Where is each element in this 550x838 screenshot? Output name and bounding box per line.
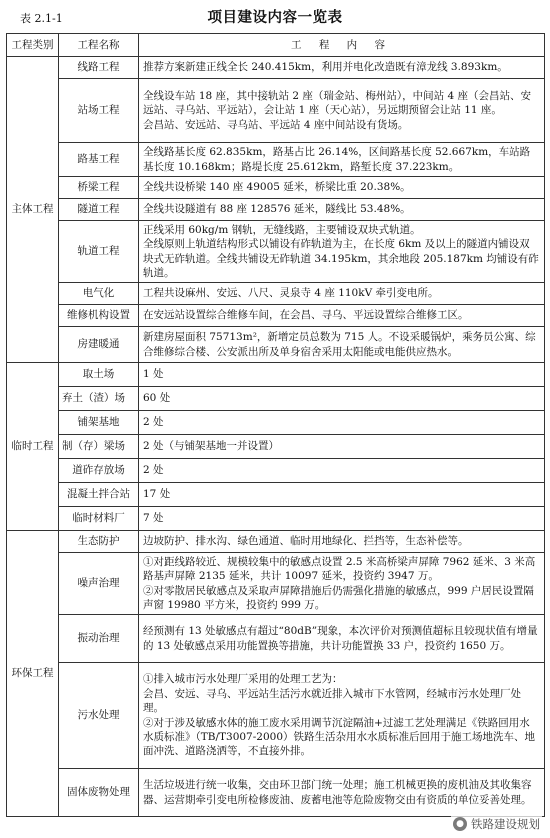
project-content — [139, 221, 545, 283]
table-row — [7, 483, 545, 507]
project-content — [139, 327, 545, 363]
table-row — [7, 363, 545, 387]
category-cell: 主体工程 — [7, 57, 59, 363]
project-content — [139, 663, 545, 769]
project-name: 维修机构设置 — [59, 305, 139, 327]
project-content — [139, 507, 545, 531]
table-row — [7, 387, 545, 411]
watermark — [451, 816, 542, 832]
project-content — [139, 459, 545, 483]
project-name: 生态防护 — [59, 531, 139, 553]
wechat-icon: ● — [453, 817, 467, 831]
project-name: 取土场 — [59, 363, 139, 387]
project-name: 临时材料厂 — [59, 507, 139, 531]
table-row — [7, 327, 545, 363]
content-line: 2 处（与铺架基地一并设置） — [143, 440, 280, 453]
content-line: 正线采用 60kg/m 钢轨，无缝线路，主要铺设双块式轨道。 — [143, 223, 421, 236]
project-name: 污水处理 — [59, 663, 139, 769]
project-content — [139, 553, 545, 615]
project-name: 站场工程 — [59, 79, 139, 143]
project-name: 隧道工程 — [59, 199, 139, 221]
project-content — [139, 435, 545, 459]
table-row — [7, 411, 545, 435]
table-title: 项目建设内容一览表 — [207, 10, 343, 26]
project-name: 振动治理 — [59, 615, 139, 663]
content-line: 7 处 — [143, 512, 164, 525]
content-line: 全线共设桥梁 140 座 49005 延米，桥梁比重 20.38%。 — [143, 181, 411, 194]
content-line: 边坡防护、排水沟、绿色通道、临时用地绿化、拦挡等，生态补偿等。 — [143, 535, 469, 548]
project-name: 固体废物处理 — [59, 769, 139, 817]
project-content — [139, 177, 545, 199]
table-row — [7, 507, 545, 531]
content-line: 全线路基长度 62.835km，路基占比 26.14%，区间路基长度 52.667km，车站路基长度 10.168km；路堤长度 25.612km，路堑长度 37.223km。 — [143, 146, 531, 173]
table-row — [7, 459, 545, 483]
project-content — [139, 305, 545, 327]
table-row — [7, 283, 545, 305]
project-name: 电气化 — [59, 283, 139, 305]
project-name: 制（存）梁场 — [59, 435, 139, 459]
table-row — [7, 615, 545, 663]
table-row — [7, 57, 545, 79]
project-content — [139, 199, 545, 221]
content-line: 新建房屋面积 75713m²，新增定员总数为 715 人。不设采暖锅炉，乘务员公寓、综合维修综合楼、公安派出所及单身宿舍采用太阳能或电能供应热水。 — [143, 331, 536, 358]
project-name: 道砟存放场 — [59, 459, 139, 483]
project-name: 线路工程 — [59, 57, 139, 79]
content-line: ①排入城市污水处理厂采用的处理工艺为： — [143, 673, 343, 686]
table-row — [7, 553, 545, 615]
project-content — [139, 143, 545, 177]
content-line: 60 处 — [143, 392, 171, 405]
content-line: 生活垃圾进行统一收集，交由环卫部门统一处理；施工机械更换的废机油及其收集容器、运营期牵引变电所检修废油、废蓄电池等危险废物交由有资质的单位妥善处理。 — [143, 779, 532, 806]
project-name: 轨道工程 — [59, 221, 139, 283]
table-caption — [0, 0, 550, 30]
project-content-table — [6, 33, 545, 817]
header-row — [7, 34, 545, 57]
table-row — [7, 79, 545, 143]
content-line: 工程共设麻州、安远、八尺、灵泉寺 4 座 110kV 牵引变电所。 — [143, 287, 439, 300]
project-content — [139, 483, 545, 507]
project-content — [139, 363, 545, 387]
content-line: 经预测有 13 处敏感点有超过“80dB”现象，本次评价对预测值超标且较现状值有增量的 13 处敏感点采用功能置换等措施，共计功能置换 33 户，投资约 1650 万。 — [143, 625, 538, 652]
content-line: ②对零散居民敏感点及采取声屏障措施后仍需强化措施的敏感点，999 户居民设置隔声窗 19980 平方米，投资约 999 万。 — [143, 584, 534, 611]
header-category: 工程类别 — [7, 34, 59, 57]
table-row — [7, 305, 545, 327]
content-line: 全线原则上轨道结构形式以铺设有砟轨道为主，在长度 6km 及以上的隧道内铺设双块式无砟轨道。全线共铺设无砟轨道 34.195km，其余地段 205.187km 均铺设有砟轨道。 — [143, 238, 539, 279]
table-row — [7, 769, 545, 817]
project-content — [139, 411, 545, 435]
project-content — [139, 769, 545, 817]
project-content — [139, 57, 545, 79]
header-name: 工程名称 — [59, 34, 139, 57]
content-line: 全线共设隧道有 88 座 128576 延米，隧线比 53.48%。 — [143, 203, 411, 216]
category-cell: 临时工程 — [7, 363, 59, 531]
table-row — [7, 177, 545, 199]
project-name: 噪声治理 — [59, 553, 139, 615]
table-row — [7, 221, 545, 283]
table-row — [7, 435, 545, 459]
project-content — [139, 283, 545, 305]
watermark-text: 铁路建设规划 — [471, 817, 540, 831]
category-cell: 环保工程 — [7, 531, 59, 817]
project-content — [139, 531, 545, 553]
table-row — [7, 199, 545, 221]
content-line: 全线设车站 18 座，其中接轨站 2 座（瑞金站、梅州站），中间站 4 座（会昌站、安远站、寻乌站、平远站），会让站 1 座（天心站），另远期预留会让站 11 座。 — [143, 89, 531, 117]
content-line: 2 处 — [143, 464, 164, 477]
content-line: 会昌、安远、寻乌、平远站生活污水就近排入城市下水管网，经城市污水处理厂处理。 — [143, 687, 521, 715]
header-content: 工 程 内 容 — [139, 34, 545, 57]
content-line: ②对于涉及敏感水体的施工废水采用调节沉淀隔油+过滤工艺处理满足《铁路回用水水质标准》（TB/T3007-2000）铁路生活杂用水水质标准后回用于施工场地洗车、地面冲洗、道路浇洒等，不直接外排。 — [143, 716, 536, 758]
project-content — [139, 387, 545, 411]
table-number: 表 2.1-1 — [20, 12, 63, 25]
content-line: 推荐方案新建正线全长 240.415km，利用并电化改造既有漳龙线 3.893km。 — [143, 61, 508, 74]
project-name: 混凝土拌合站 — [59, 483, 139, 507]
content-line: 会昌站、安远站、寻乌站、平远站 4 座中间站设有货场。 — [143, 118, 409, 131]
content-line: ①对距线路较近、规模较集中的敏感点设置 2.5 米高桥梁声屏障 7962 延米、3 米高路基声屏障 2135 延米，共计 10097 延米，投资约 3947 万。 — [143, 555, 536, 583]
content-line: 1 处 — [143, 368, 164, 381]
table-body — [7, 57, 545, 817]
content-line: 2 处 — [143, 416, 164, 429]
table-row — [7, 663, 545, 769]
project-name: 路基工程 — [59, 143, 139, 177]
project-content — [139, 79, 545, 143]
project-name: 桥梁工程 — [59, 177, 139, 199]
content-line: 在安远站设置综合维修车间，在会昌、寻乌、平远设置综合维修工区。 — [143, 309, 469, 322]
table-row — [7, 531, 545, 553]
table-row — [7, 143, 545, 177]
project-name: 铺架基地 — [59, 411, 139, 435]
project-content — [139, 615, 545, 663]
project-name: 房建暖通 — [59, 327, 139, 363]
content-line: 17 处 — [143, 488, 171, 501]
project-name: 弃土（渣）场 — [59, 387, 139, 411]
